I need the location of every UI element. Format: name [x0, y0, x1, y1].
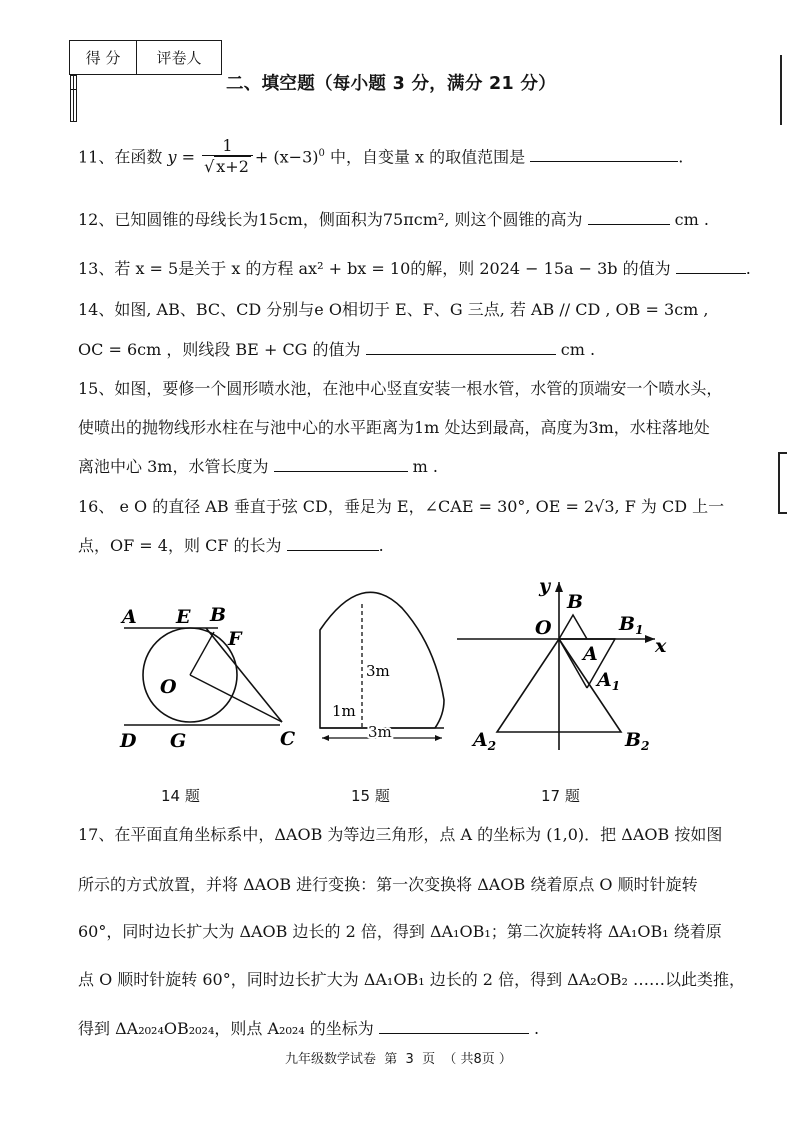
fig17-label-b: B — [567, 591, 584, 613]
caption-17: 17 题 — [541, 787, 580, 805]
question-16-line-1: 16、 e O 的直径 AB 垂直于弦 CD，垂足为 E，∠CAE = 30°, OE = 2√3, F 为 CD 上一 — [78, 497, 725, 516]
fig15-label-3m-width: 3m — [368, 723, 392, 741]
caption-15: 15 题 — [351, 787, 390, 805]
q13-text: 13、若 x = 5是关于 x 的方程 ax² + bx = 10的解，则 2024 − 15a − 3b 的值为 — [78, 259, 671, 278]
fig17-label-b2: $B_2$ — [625, 729, 650, 753]
q14-unit: cm . — [560, 340, 596, 359]
grader-label: 评卷人 — [137, 41, 222, 75]
question-15-line-1: 15、如图，要修一个圆形喷水池，在池中心竖直安装一根水管，水管的顶端安一个喷水头， — [78, 379, 723, 398]
scan-edge-mark-bracket-top — [778, 452, 787, 454]
fig14-label-a: A — [122, 606, 137, 628]
answer-blank-13[interactable] — [676, 259, 746, 274]
q13-end: . — [745, 259, 751, 278]
fig15-label-1m: 1m — [332, 702, 356, 720]
score-label: 得 分 — [70, 41, 137, 75]
fig17-label-a: A — [583, 643, 598, 665]
q15-unit: m . — [412, 457, 438, 476]
score-table — [69, 40, 222, 94]
answer-blank-16[interactable] — [287, 536, 379, 551]
grader-cell[interactable] — [73, 76, 76, 122]
question-17-line-5 — [78, 1019, 539, 1039]
fig15-arrow-right — [435, 735, 442, 741]
q12-unit: cm . — [674, 210, 709, 229]
q11-suffix: 中，自变量 x 的取值范围是 — [324, 147, 526, 167]
question-14-line-2 — [78, 340, 595, 360]
q17-end: . — [533, 1019, 540, 1038]
scan-edge-mark-top — [780, 55, 782, 125]
q11-term: (x−3) — [273, 147, 319, 167]
fig14-line-bc — [206, 628, 282, 722]
q12-text: 12、已知圆锥的母线长为15cm，侧面积为75πcm², 则这个圆锥的高为 — [78, 210, 583, 229]
q17-text: 得到 ΔA₂₀₂₄OB₂₀₂₄，则点 A₂₀₂₄ 的坐标为 — [78, 1019, 374, 1038]
fig17-y-arrow — [555, 582, 563, 592]
question-17-line-1: 17、在平面直角坐标系中，ΔAOB 为等边三角形，点 A 的坐标为 (1,0)．把 ΔAOB 按如图 — [78, 825, 723, 844]
scan-edge-mark-bracket — [778, 452, 780, 514]
question-17-line-2: 所示的方式放置，并将 ΔAOB 进行变换：第一次变换将 ΔAOB 绕着原点 O 顺时针旋转 — [78, 875, 698, 894]
q11-end: . — [678, 147, 684, 167]
answer-blank-17[interactable] — [379, 1019, 529, 1034]
fig14-label-b: B — [210, 604, 227, 626]
figure-17 — [455, 570, 695, 755]
caption-14: 14 题 — [161, 787, 200, 805]
section-title: 二、填空题（每小题 3 分，满分 21 分） — [226, 74, 556, 94]
question-16-line-2 — [78, 536, 384, 556]
q15-text: 离池中心 3m，水管长度为 — [78, 457, 269, 476]
fig17-label-x: x — [655, 635, 667, 657]
fig14-label-c: C — [280, 728, 296, 750]
question-17-line-3: 60°，同时边长扩大为 ΔAOB 边长的 2 倍，得到 ΔA₁OB₁；第二次旋转将 ΔA₁OB₁ 绕着原 — [78, 922, 722, 941]
fig14-line-ob — [190, 632, 214, 675]
question-14-line-1: 14、如图, AB、BC、CD 分别与e O相切于 E、F、G 三点, 若 AB // CD , OB = 3cm , — [78, 300, 709, 319]
q11-denominator: x+2 — [216, 157, 249, 177]
figure-15 — [310, 590, 460, 750]
fig15-arrow-left — [322, 735, 329, 741]
fig14-label-g: G — [170, 730, 187, 752]
q11-prefix: 11、在函数 — [78, 147, 168, 167]
fig14-label-f: F — [228, 628, 242, 650]
figure-14 — [110, 595, 310, 755]
q11-numerator: 1 — [202, 137, 253, 156]
q16-end: . — [378, 536, 384, 555]
fig17-triangle-aob — [559, 615, 587, 639]
fig14-label-d: D — [120, 730, 137, 752]
fig17-label-a2: $A_2$ — [473, 729, 497, 753]
fig14-label-e: E — [176, 606, 191, 628]
fig15-label-3m-height: 3m — [366, 662, 390, 680]
fig17-label-y: y — [539, 575, 551, 597]
fig17-label-o: O — [535, 617, 552, 639]
question-12 — [78, 210, 709, 230]
fig17-label-a1: $A_1$ — [597, 669, 621, 693]
question-11: 11、在函数 y = $\frac{1}{√ x+2}$ + $(x-3)^0$ 中，自变量 x 的取值范围是 . — [78, 136, 684, 177]
q14-text: OC = 6cm ，则线段 BE + CG 的值为 — [78, 340, 361, 359]
fig17-label-b1: $B_1$ — [619, 613, 644, 637]
question-15-line-3 — [78, 457, 438, 477]
fig14-label-o: O — [160, 676, 177, 698]
fig17-x-arrow — [645, 635, 655, 643]
answer-blank-11[interactable] — [530, 147, 678, 162]
scan-edge-mark-bracket-bottom — [778, 512, 787, 514]
question-15-line-2: 使喷出的抛物线形水柱在与池中心的水平距离为1m 处达到最高，高度为3m，水柱落地处 — [78, 418, 710, 437]
answer-blank-15[interactable] — [274, 457, 408, 472]
q11-fraction: $\frac{1}{√ x+2}$ — [202, 137, 253, 178]
q16-text: 点，OF = 4，则 CF 的长为 — [78, 536, 282, 555]
question-13 — [78, 259, 751, 279]
answer-blank-12[interactable] — [588, 210, 670, 225]
question-17-line-4: 点 O 顺时针旋转 60°，同时边长扩大为 ΔA₁OB₁ 边长的 2 倍，得到 ΔA₂OB₂ ……以此类推， — [78, 970, 746, 989]
answer-blank-14[interactable] — [366, 340, 556, 355]
page-footer: 九年级数学试卷 第 3 页 （ 共8页 ） — [285, 1052, 512, 1067]
